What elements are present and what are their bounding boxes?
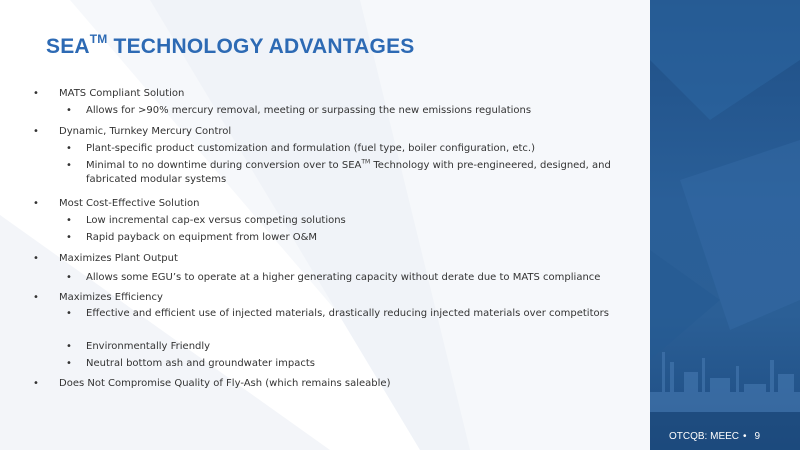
- page-number: 9: [754, 431, 761, 442]
- bullet-dot: •: [66, 341, 72, 352]
- sub-bullet-item: [66, 158, 611, 172]
- bullet-text: Low incremental cap-ex versus competing solutions: [86, 215, 346, 226]
- title-trademark: TM: [89, 32, 108, 46]
- bullet-item: [33, 197, 200, 210]
- sub-bullet-item: [66, 214, 346, 227]
- bullet-text: Effective and efficient use of injected materials, drastically reducing injected materials over competitors: [86, 308, 609, 319]
- title-text: SEA: [46, 35, 90, 58]
- bullet-dot: •: [33, 126, 39, 137]
- bullet-text: Maximizes Efficiency: [59, 292, 163, 303]
- bullet-text: Neutral bottom ash and groundwater impacts: [86, 358, 315, 369]
- bullet-dot: •: [66, 160, 72, 171]
- bullet-dot: •: [66, 232, 72, 243]
- sub-bullet-item: [66, 357, 315, 370]
- sub-bullet-item: [66, 340, 211, 353]
- bullet-item: [33, 377, 391, 390]
- side-panel: [650, 0, 800, 450]
- bullet-text: fabricated modular systems: [86, 174, 227, 185]
- sub-bullet-item: [66, 142, 535, 155]
- bullet-dot: •: [66, 105, 72, 116]
- bullet-item: [33, 87, 185, 100]
- bullet-dot: •: [33, 198, 39, 209]
- footer: [669, 431, 760, 442]
- bullet-text: Does Not Compromise Quality of Fly-Ash (which remains saleable): [59, 378, 391, 389]
- bullet-text: Allows for >90% mercury removal, meeting or surpassing the new emissions regulations: [86, 105, 532, 116]
- bullet-text: Technology with pre-engineered, designed, and: [370, 160, 611, 171]
- bullet-text: Most Cost-Effective Solution: [59, 198, 200, 209]
- sub-bullet-item: [66, 231, 318, 244]
- footer-separator: •: [743, 431, 747, 442]
- bullet-dot: •: [33, 378, 39, 389]
- bullet-item: [33, 291, 163, 304]
- sub-bullet-item: [66, 271, 601, 284]
- sub-bullet-item: [66, 307, 609, 320]
- bullet-dot: •: [66, 358, 72, 369]
- bullet-text: MATS Compliant Solution: [59, 88, 185, 99]
- bullet-text: Dynamic, Turnkey Mercury Control: [59, 126, 232, 137]
- bullet-dot: •: [33, 253, 39, 264]
- bullet-dot: •: [66, 143, 72, 154]
- refinery-silhouette-image: [650, 0, 800, 450]
- stock-ticker: OTCQB: MEEC: [669, 431, 740, 442]
- bullet-dot: •: [66, 215, 72, 226]
- bullet-text: Environmentally Friendly: [86, 341, 211, 352]
- bullet-dot: •: [66, 272, 72, 283]
- bullet-text: Allows some EGU’s to operate at a higher generating capacity without derate due to MATS compliance: [86, 272, 601, 283]
- bullet-item: [33, 252, 178, 265]
- title-text-rest: TECHNOLOGY ADVANTAGES: [107, 35, 415, 58]
- bullet-text: Plant-specific product customization and formulation (fuel type, boiler configuration, etc.): [86, 143, 535, 154]
- bullet-item: [33, 125, 232, 138]
- bullet-text: Minimal to no downtime during conversion over to SEA: [86, 160, 362, 171]
- bullet-dot: •: [33, 292, 39, 303]
- trademark-sup: TM: [361, 158, 371, 166]
- sub-bullet-continuation: [86, 173, 226, 186]
- bullet-dot: •: [66, 308, 72, 319]
- sub-bullet-item: [66, 104, 532, 117]
- bullet-text: Maximizes Plant Output: [59, 253, 178, 264]
- bullet-text: Rapid payback on equipment from lower O&M: [86, 232, 318, 243]
- bullet-dot: •: [33, 88, 39, 99]
